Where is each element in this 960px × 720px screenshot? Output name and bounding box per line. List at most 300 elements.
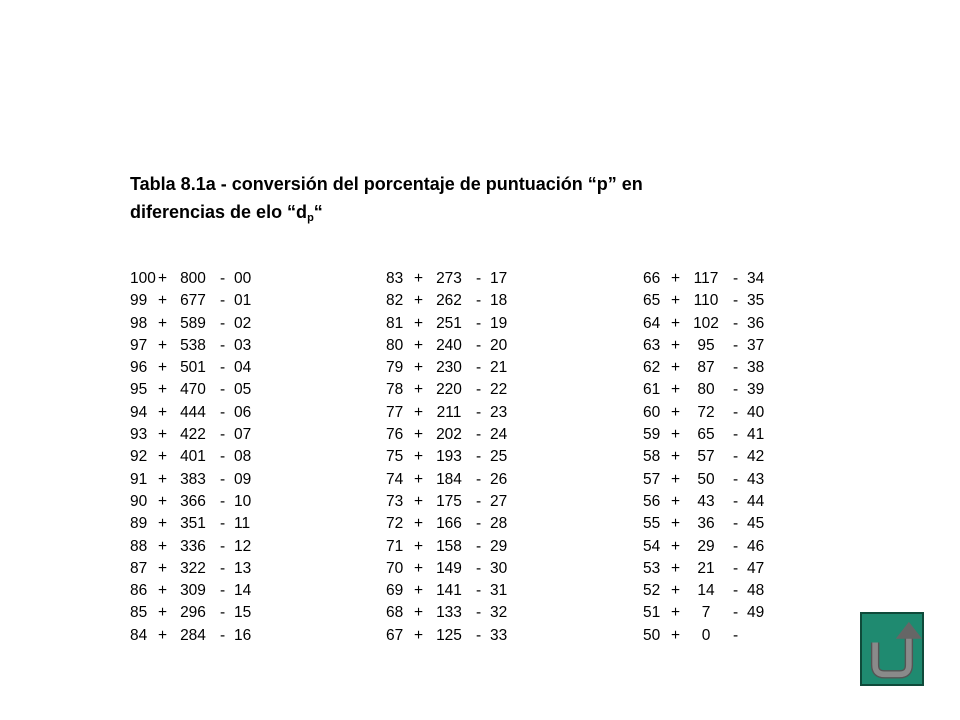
minus-sign: - <box>476 470 482 488</box>
table-row <box>386 268 526 290</box>
percentage-value: 84 <box>130 626 148 644</box>
complement-value: 43 <box>747 470 765 488</box>
table-row <box>386 580 526 602</box>
minus-sign: - <box>476 448 482 466</box>
elo-difference: 0 <box>701 626 711 644</box>
table-row <box>130 313 270 335</box>
percentage-value: 80 <box>386 336 404 354</box>
elo-difference: 87 <box>697 359 715 377</box>
table-row <box>386 424 526 446</box>
complement-value: 18 <box>490 292 508 310</box>
plus-sign: + <box>414 604 424 622</box>
plus-sign: + <box>414 314 424 332</box>
minus-sign: - <box>476 626 482 644</box>
percentage-value: 57 <box>643 470 661 488</box>
elo-difference: 240 <box>436 336 462 354</box>
elo-difference: 366 <box>180 492 206 510</box>
minus-sign: - <box>476 537 482 555</box>
table-row <box>130 469 270 491</box>
minus-sign: - <box>220 403 226 421</box>
minus-sign: - <box>476 426 482 444</box>
title-line-1: Tabla 8.1a - conversión del porcentaje de puntuación “p” en <box>130 174 643 194</box>
table-row <box>130 602 270 624</box>
minus-sign: - <box>220 448 226 466</box>
table-row <box>386 402 526 424</box>
percentage-value: 91 <box>130 470 148 488</box>
plus-sign: + <box>158 492 168 510</box>
plus-sign: + <box>671 314 681 332</box>
minus-sign: - <box>220 426 226 444</box>
table-row <box>386 602 526 624</box>
table-row <box>386 625 526 647</box>
percentage-value: 60 <box>643 403 661 421</box>
complement-value: 46 <box>747 537 765 555</box>
elo-difference: 273 <box>436 270 462 287</box>
elo-difference: 149 <box>436 559 462 577</box>
complement-value: 07 <box>234 426 252 444</box>
plus-sign: + <box>158 314 168 332</box>
elo-difference: 21 <box>697 559 715 577</box>
elo-difference: 422 <box>180 426 206 444</box>
elo-difference: 50 <box>697 470 715 488</box>
percentage-value: 59 <box>643 426 661 444</box>
table-row <box>643 446 783 468</box>
minus-sign: - <box>733 515 739 533</box>
table-row <box>386 290 526 312</box>
table-row <box>130 335 270 357</box>
minus-sign: - <box>733 559 739 577</box>
complement-value: 34 <box>747 270 765 287</box>
complement-value: 20 <box>490 336 508 354</box>
minus-sign: - <box>220 582 226 600</box>
percentage-value: 58 <box>643 448 661 466</box>
table-row <box>643 290 783 312</box>
percentage-value: 64 <box>643 314 661 332</box>
plus-sign: + <box>414 426 424 444</box>
complement-value: 19 <box>490 314 508 332</box>
complement-value: 41 <box>747 426 765 444</box>
percentage-value: 79 <box>386 359 404 377</box>
plus-sign: + <box>671 359 681 377</box>
plus-sign: + <box>158 403 168 421</box>
percentage-value: 81 <box>386 314 404 332</box>
percentage-value: 98 <box>130 314 148 332</box>
plus-sign: + <box>414 381 424 399</box>
percentage-value: 56 <box>643 492 661 510</box>
percentage-value: 70 <box>386 559 404 577</box>
minus-sign: - <box>733 492 739 510</box>
percentage-value: 55 <box>643 515 661 533</box>
table-row <box>386 469 526 491</box>
table-title <box>130 170 690 226</box>
complement-value: 32 <box>490 604 508 622</box>
elo-difference: 202 <box>436 426 462 444</box>
title-line-2-text: diferencias de elo “d <box>130 202 308 222</box>
elo-difference: 133 <box>436 604 462 622</box>
plus-sign: + <box>158 381 168 399</box>
elo-difference: 211 <box>436 403 462 421</box>
complement-value: 22 <box>490 381 508 399</box>
table-row <box>130 536 270 558</box>
minus-sign: - <box>220 336 226 354</box>
plus-sign: + <box>414 270 424 287</box>
elo-difference: 80 <box>697 381 715 399</box>
percentage-value: 63 <box>643 336 661 354</box>
table-row <box>386 446 526 468</box>
percentage-value: 87 <box>130 559 148 577</box>
plus-sign: + <box>671 515 681 533</box>
plus-sign: + <box>414 537 424 555</box>
complement-value: 16 <box>234 626 252 644</box>
complement-value: 45 <box>747 515 765 533</box>
complement-value: 49 <box>747 604 765 622</box>
plus-sign: + <box>158 537 168 555</box>
table-row <box>643 357 783 379</box>
elo-difference: 444 <box>180 403 206 421</box>
minus-sign: - <box>733 292 739 310</box>
elo-difference: 800 <box>180 270 206 287</box>
minus-sign: - <box>220 626 226 644</box>
complement-value: 26 <box>490 470 508 488</box>
complement-value: 29 <box>490 537 508 555</box>
plus-sign: + <box>414 448 424 466</box>
minus-sign: - <box>476 515 482 533</box>
minus-sign: - <box>476 403 482 421</box>
plus-sign: + <box>158 515 168 533</box>
minus-sign: - <box>220 537 226 555</box>
percentage-value: 97 <box>130 336 148 354</box>
complement-value: 11 <box>234 515 251 533</box>
plus-sign: + <box>158 270 168 287</box>
table-row <box>386 536 526 558</box>
table-row <box>130 290 270 312</box>
plus-sign: + <box>414 336 424 354</box>
complement-value: 31 <box>490 582 508 600</box>
plus-sign: + <box>158 470 168 488</box>
elo-difference: 262 <box>436 292 462 310</box>
plus-sign: + <box>414 470 424 488</box>
minus-sign: - <box>476 492 482 510</box>
table-row <box>130 580 270 602</box>
table-row <box>386 558 526 580</box>
elo-difference: 184 <box>436 470 462 488</box>
table-row <box>386 513 526 535</box>
percentage-value: 50 <box>643 626 661 644</box>
minus-sign: - <box>733 448 739 466</box>
table-row <box>643 491 783 513</box>
complement-value: 03 <box>234 336 252 354</box>
plus-sign: + <box>671 470 681 488</box>
return-arrow-icon <box>862 614 922 684</box>
plus-sign: + <box>158 582 168 600</box>
complement-value: 37 <box>747 336 765 354</box>
complement-value: 02 <box>234 314 252 332</box>
elo-difference: 36 <box>697 515 715 533</box>
elo-difference: 322 <box>180 559 206 577</box>
minus-sign: - <box>220 515 226 533</box>
title-line-2-suffix: “ <box>313 202 323 222</box>
table-row <box>643 424 783 446</box>
complement-value: 44 <box>747 492 765 510</box>
plus-sign: + <box>671 270 681 287</box>
elo-difference: 220 <box>436 381 462 399</box>
elo-difference: 175 <box>436 492 462 510</box>
plus-sign: + <box>671 626 681 644</box>
complement-value: 21 <box>490 359 508 377</box>
complement-value: 06 <box>234 403 252 421</box>
elo-difference: 309 <box>180 582 206 600</box>
plus-sign: + <box>671 381 681 399</box>
plus-sign: + <box>414 359 424 377</box>
minus-sign: - <box>733 359 739 377</box>
conversion-column-1 <box>130 268 270 647</box>
plus-sign: + <box>671 492 681 510</box>
percentage-value: 86 <box>130 582 148 600</box>
percentage-value: 93 <box>130 426 148 444</box>
elo-difference: 117 <box>693 270 719 287</box>
table-row <box>130 268 270 290</box>
minus-sign: - <box>220 314 226 332</box>
return-button[interactable] <box>860 612 924 686</box>
table-row <box>643 625 783 647</box>
minus-sign: - <box>733 582 739 600</box>
minus-sign: - <box>733 470 739 488</box>
complement-value: 42 <box>747 448 765 466</box>
elo-difference: 65 <box>697 426 715 444</box>
percentage-value: 66 <box>643 270 661 287</box>
complement-value: 35 <box>747 292 765 310</box>
elo-difference: 336 <box>180 537 206 555</box>
minus-sign: - <box>733 626 739 644</box>
table-row <box>386 379 526 401</box>
complement-value: 12 <box>234 537 252 555</box>
complement-value: 28 <box>490 515 508 533</box>
table-row <box>130 379 270 401</box>
plus-sign: + <box>158 426 168 444</box>
table-row <box>643 268 783 290</box>
percentage-value: 96 <box>130 359 148 377</box>
table-row <box>130 357 270 379</box>
percentage-value: 90 <box>130 492 148 510</box>
table-row <box>130 513 270 535</box>
minus-sign: - <box>733 381 739 399</box>
percentage-value: 71 <box>386 537 404 555</box>
minus-sign: - <box>476 559 482 577</box>
minus-sign: - <box>476 359 482 377</box>
table-row <box>130 558 270 580</box>
elo-difference: 501 <box>180 359 206 377</box>
minus-sign: - <box>220 492 226 510</box>
complement-value: 30 <box>490 559 508 577</box>
table-row <box>643 313 783 335</box>
elo-difference: 102 <box>693 314 719 332</box>
percentage-value: 88 <box>130 537 148 555</box>
table-row <box>130 446 270 468</box>
minus-sign: - <box>476 292 482 310</box>
minus-sign: - <box>733 604 739 622</box>
plus-sign: + <box>158 292 168 310</box>
table-row <box>386 313 526 335</box>
complement-value: 05 <box>234 381 252 399</box>
elo-difference: 141 <box>436 582 462 600</box>
elo-difference: 7 <box>701 604 711 622</box>
elo-difference: 125 <box>436 626 462 644</box>
elo-difference: 14 <box>697 582 715 600</box>
elo-difference: 57 <box>697 448 715 466</box>
percentage-value: 52 <box>643 582 661 600</box>
percentage-value: 53 <box>643 559 661 577</box>
minus-sign: - <box>476 336 482 354</box>
plus-sign: + <box>414 403 424 421</box>
complement-value: 23 <box>490 403 508 421</box>
percentage-value: 69 <box>386 582 404 600</box>
minus-sign: - <box>220 292 226 310</box>
plus-sign: + <box>158 626 168 644</box>
percentage-value: 75 <box>386 448 404 466</box>
percentage-value: 78 <box>386 381 404 399</box>
elo-difference: 589 <box>180 314 206 332</box>
plus-sign: + <box>158 359 168 377</box>
percentage-value: 85 <box>130 604 148 622</box>
minus-sign: - <box>220 381 226 399</box>
plus-sign: + <box>671 604 681 622</box>
complement-value: 01 <box>234 292 252 310</box>
minus-sign: - <box>476 314 482 332</box>
title-line-2 <box>130 198 690 226</box>
percentage-value: 51 <box>643 604 661 622</box>
percentage-value: 77 <box>386 403 404 421</box>
conversion-column-3 <box>643 268 783 647</box>
plus-sign: + <box>158 336 168 354</box>
complement-value: 25 <box>490 448 508 466</box>
table-row <box>643 580 783 602</box>
table-row <box>643 536 783 558</box>
elo-difference: 401 <box>180 448 206 466</box>
elo-difference: 296 <box>180 604 206 622</box>
percentage-value: 100 <box>130 270 156 287</box>
elo-difference: 43 <box>697 492 715 510</box>
table-row <box>130 424 270 446</box>
plus-sign: + <box>414 559 424 577</box>
complement-value: 38 <box>747 359 765 377</box>
minus-sign: - <box>220 470 226 488</box>
table-row <box>386 491 526 513</box>
minus-sign: - <box>733 270 739 287</box>
complement-value: 13 <box>234 559 252 577</box>
percentage-value: 67 <box>386 626 404 644</box>
elo-difference: 72 <box>697 403 715 421</box>
plus-sign: + <box>414 492 424 510</box>
complement-value: 09 <box>234 470 252 488</box>
minus-sign: - <box>220 604 226 622</box>
minus-sign: - <box>733 403 739 421</box>
elo-difference: 470 <box>180 381 206 399</box>
table-row <box>130 625 270 647</box>
percentage-value: 89 <box>130 515 148 533</box>
minus-sign: - <box>476 582 482 600</box>
percentage-value: 68 <box>386 604 404 622</box>
plus-sign: + <box>414 582 424 600</box>
elo-difference: 538 <box>180 336 206 354</box>
minus-sign: - <box>220 359 226 377</box>
complement-value: 15 <box>234 604 252 622</box>
minus-sign: - <box>476 381 482 399</box>
plus-sign: + <box>671 537 681 555</box>
percentage-value: 61 <box>643 381 661 399</box>
elo-difference: 158 <box>436 537 462 555</box>
percentage-value: 74 <box>386 470 404 488</box>
conversion-column-2 <box>386 268 526 647</box>
complement-value: 36 <box>747 314 765 332</box>
elo-difference: 284 <box>180 626 206 644</box>
complement-value: 24 <box>490 426 508 444</box>
percentage-value: 83 <box>386 270 404 287</box>
table-row <box>643 335 783 357</box>
table-row <box>643 469 783 491</box>
plus-sign: + <box>158 604 168 622</box>
percentage-value: 72 <box>386 515 404 533</box>
complement-value: 04 <box>234 359 252 377</box>
minus-sign: - <box>733 537 739 555</box>
complement-value: 00 <box>234 270 252 287</box>
complement-value: 48 <box>747 582 765 600</box>
table-row <box>386 357 526 379</box>
percentage-value: 76 <box>386 426 404 444</box>
minus-sign: - <box>476 270 482 287</box>
table-row <box>643 402 783 424</box>
minus-sign: - <box>733 426 739 444</box>
complement-value: 17 <box>490 270 508 287</box>
elo-difference: 230 <box>436 359 462 377</box>
percentage-value: 62 <box>643 359 661 377</box>
complement-value: 14 <box>234 582 252 600</box>
complement-value: 39 <box>747 381 765 399</box>
table-row <box>130 402 270 424</box>
percentage-value: 95 <box>130 381 148 399</box>
percentage-value: 92 <box>130 448 148 466</box>
plus-sign: + <box>414 626 424 644</box>
complement-value: 08 <box>234 448 252 466</box>
percentage-value: 82 <box>386 292 404 310</box>
table-row <box>130 491 270 513</box>
table-row <box>643 602 783 624</box>
table-row <box>643 379 783 401</box>
elo-difference: 677 <box>180 292 206 310</box>
elo-difference: 251 <box>436 314 462 332</box>
plus-sign: + <box>671 403 681 421</box>
plus-sign: + <box>158 448 168 466</box>
percentage-value: 94 <box>130 403 148 421</box>
plus-sign: + <box>671 559 681 577</box>
minus-sign: - <box>220 270 226 287</box>
minus-sign: - <box>476 604 482 622</box>
elo-difference: 166 <box>436 515 462 533</box>
elo-difference: 383 <box>180 470 206 488</box>
plus-sign: + <box>414 515 424 533</box>
elo-difference: 193 <box>436 448 462 466</box>
complement-value: 33 <box>490 626 508 644</box>
table-row <box>643 513 783 535</box>
complement-value: 10 <box>234 492 252 510</box>
elo-difference: 95 <box>697 336 715 354</box>
minus-sign: - <box>733 336 739 354</box>
title-subscript: p <box>307 212 314 224</box>
percentage-value: 99 <box>130 292 148 310</box>
percentage-value: 65 <box>643 292 661 310</box>
plus-sign: + <box>671 336 681 354</box>
plus-sign: + <box>671 292 681 310</box>
minus-sign: - <box>220 559 226 577</box>
